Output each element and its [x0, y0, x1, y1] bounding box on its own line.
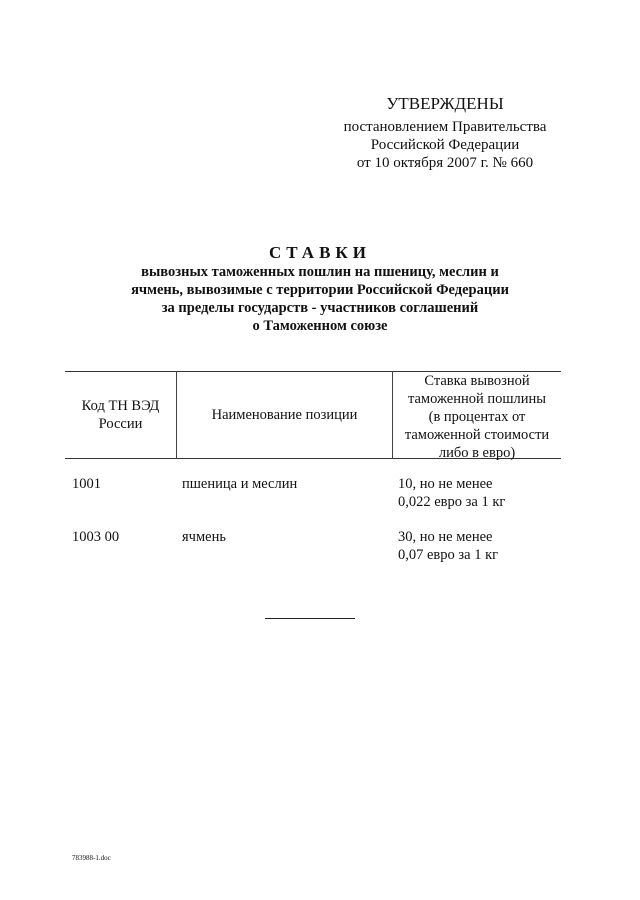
approval-heading: УТВЕРЖДЕНЫ [386, 94, 504, 113]
end-separator [265, 618, 355, 619]
header-text: Код ТН ВЭД [81, 398, 160, 414]
header-text: либо в евро) [438, 445, 516, 461]
subtitle-line: вывозных таможенных пошлин на пшеницу, меслин и [141, 264, 499, 280]
footer-filename: 783988-1.doc [72, 854, 111, 862]
rate-line: 30, но не менее [398, 529, 493, 545]
header-code [65, 397, 176, 433]
row-code: 1001 [72, 476, 101, 492]
approval-line: Российской Федерации [370, 137, 520, 153]
row-name: ячмень [182, 529, 226, 545]
document-title: СТАВКИ [269, 243, 371, 262]
rate-line: 10, но не менее [398, 476, 493, 492]
rate-line: 0,07 евро за 1 кг [398, 547, 499, 563]
header-text: Ставка вывозной [424, 373, 530, 389]
header-rate [393, 372, 561, 462]
row-rate [398, 528, 498, 564]
header-text: России [98, 416, 143, 432]
subtitle-line: о Таможенном союзе [252, 318, 388, 334]
row-rate [398, 475, 505, 511]
subtitle-line: ячмень, вывозимые с территории Российской Федерации [131, 282, 509, 298]
approval-line: постановлением Правительства [343, 119, 547, 135]
header-text: (в процентах от [428, 409, 526, 425]
header-text: таможенной стоимости [404, 427, 550, 443]
approval-line: от 10 октября 2007 г. № 660 [356, 155, 534, 171]
rate-line: 0,022 евро за 1 кг [398, 494, 506, 510]
header-text: таможенной пошлины [407, 391, 547, 407]
header-name: Наименование позиции [211, 407, 358, 423]
row-code: 1003 00 [72, 529, 120, 545]
subtitle-line: за пределы государств - участников соглашений [161, 300, 479, 316]
row-name: пшеница и меслин [182, 476, 298, 492]
document-subtitle [80, 263, 560, 335]
